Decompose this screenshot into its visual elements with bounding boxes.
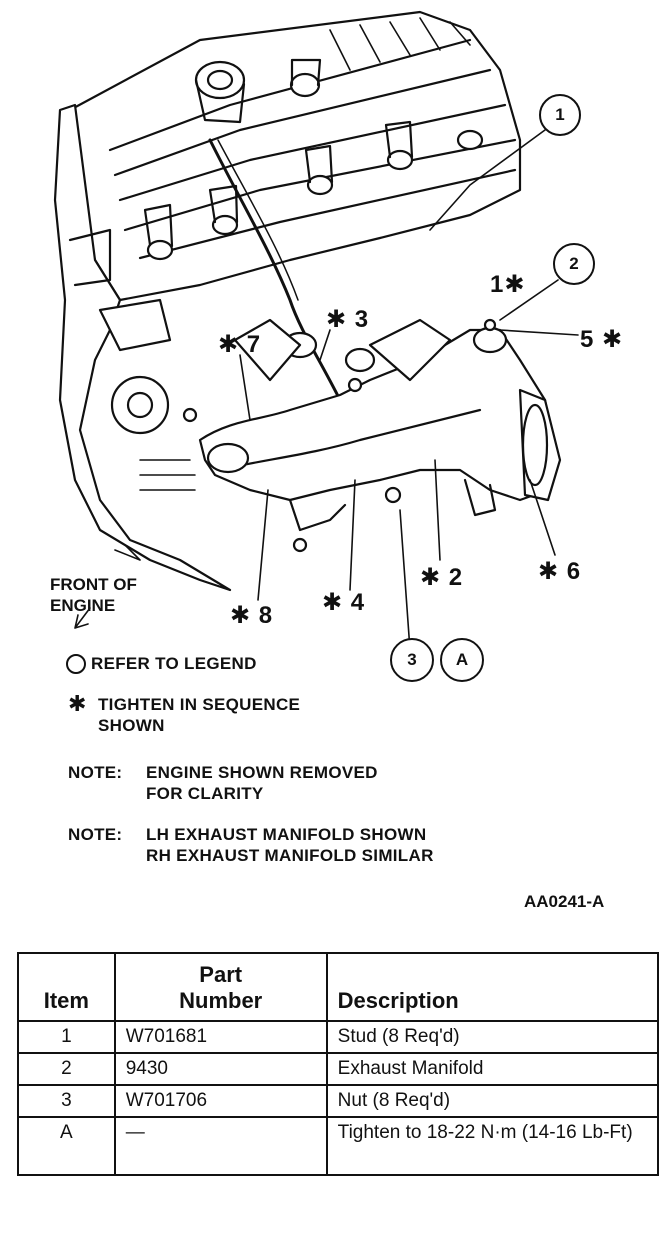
note-2-label: NOTE: <box>68 825 123 844</box>
legend-tighten-line1: TIGHTEN IN SEQUENCE <box>98 695 301 714</box>
header-description: Description <box>327 953 658 1021</box>
sequence-7: ✱ 7 <box>218 331 262 358</box>
row-part: 9430 <box>115 1053 327 1085</box>
note-1-line1: ENGINE SHOWN REMOVED <box>146 763 378 782</box>
table-header-row <box>18 953 658 1021</box>
legend-star-icon: ✱ <box>68 691 87 716</box>
legend-tighten <box>68 691 301 736</box>
valve-cover <box>70 12 520 300</box>
row-item: 2 <box>18 1053 115 1085</box>
row-part: W701681 <box>115 1021 327 1053</box>
parts-table <box>17 952 659 1176</box>
row-item: A <box>18 1117 115 1175</box>
figure-id: AA0241-A <box>524 892 605 911</box>
sequence-5: 5 ✱ <box>580 326 624 353</box>
table-row <box>18 1021 658 1053</box>
note-1 <box>68 762 378 804</box>
note-2 <box>68 824 434 866</box>
note-2-line2: RH EXHAUST MANIFOLD SIMILAR <box>146 846 434 865</box>
table-row <box>18 1053 658 1085</box>
note-1-label: NOTE: <box>68 763 123 782</box>
table-row <box>18 1117 658 1175</box>
legend-refer <box>66 654 257 674</box>
header-item: Item <box>18 953 115 1021</box>
front-of-engine-label: FRONT OF ENGINE <box>50 575 137 615</box>
row-part: — <box>115 1117 327 1175</box>
row-description: Nut (8 Req'd) <box>327 1085 658 1117</box>
sequence-8: ✱ 8 <box>230 602 274 629</box>
row-description: Exhaust Manifold <box>327 1053 658 1085</box>
legend-refer-text: REFER TO LEGEND <box>91 654 257 673</box>
table-row <box>18 1085 658 1117</box>
callout-1: 1 <box>539 94 581 136</box>
callout-3: 3 <box>390 638 434 682</box>
row-item: 1 <box>18 1021 115 1053</box>
header-part-number: Part Number <box>115 953 327 1021</box>
sequence-2: ✱ 2 <box>420 564 464 591</box>
row-description: Tighten to 18-22 N·m (14-16 Lb-Ft) <box>327 1117 658 1175</box>
note-2-line1: LH EXHAUST MANIFOLD SHOWN <box>146 825 427 844</box>
sequence-6: ✱ 6 <box>538 558 582 585</box>
sequence-3: ✱ 3 <box>326 306 370 333</box>
row-part: W701706 <box>115 1085 327 1117</box>
sequence-4: ✱ 4 <box>322 589 366 616</box>
legend-circle-icon <box>66 654 86 674</box>
callout-2: 2 <box>553 243 595 285</box>
row-item: 3 <box>18 1085 115 1117</box>
callout-A: A <box>440 638 484 682</box>
sequence-1: 1✱ <box>490 271 526 298</box>
note-1-line2: FOR CLARITY <box>146 784 264 803</box>
legend-tighten-line2: SHOWN <box>98 716 165 735</box>
row-description: Stud (8 Req'd) <box>327 1021 658 1053</box>
